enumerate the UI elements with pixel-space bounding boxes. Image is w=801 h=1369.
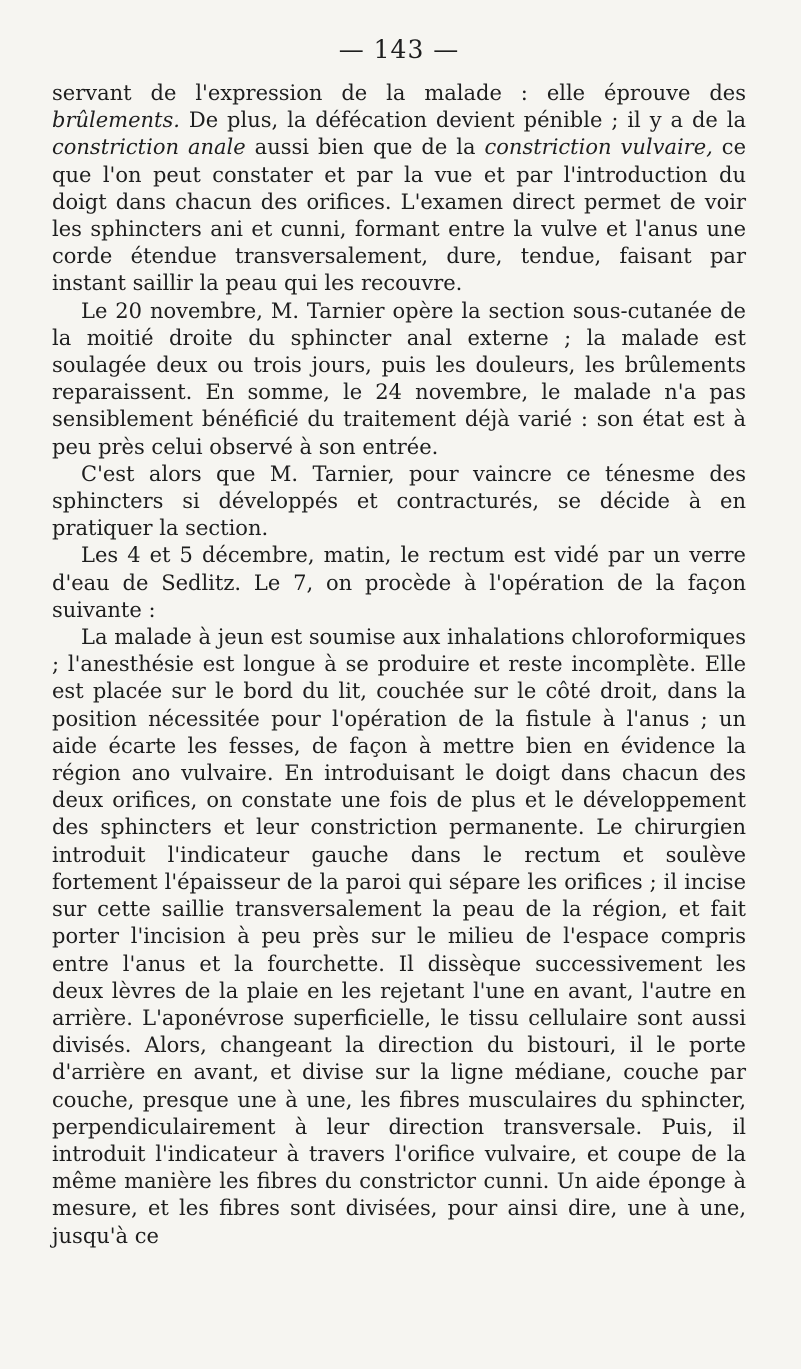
p1-text-b: De plus, la défécation devient pénible ; il y a de la xyxy=(179,108,746,133)
p1-text-d: ce que l'on peut constater et par la vue et par l'introduction du doigt dans chacun des orifices. L'examen direct permet de voir les sphincters ani et cunni, formant entre la vulve et l'anus une corde étendue transversalement, dure, tendue, faisant par instant saillir la peau qui les recouvre. xyxy=(52,135,746,296)
p1-italic-brulements: brûlements. xyxy=(52,108,180,133)
p5-text: La malade à jeun est soumise aux inhalations chloroformiques ; l'anesthésie est longue à se produire et reste incomplète. Elle est placée sur le bord du lit, couchée sur le côté droit, dans la position nécessitée pour l'opération de la fistule à l'anus ; un aide écarte les fesses, de façon à mettre bien en évidence la région ano vulvaire. En introduisant le doigt dans chacun des deux orifices, on constate une fois de plus et le développement des sphincters et leur constriction permanente. Le chirurgien introduit l'indicateur gauche dans le rectum et soulève fortement l'épaisseur de la paroi qui sépare les orifices ; il incise sur cette saillie transversalement la peau de la région, et fait porter l'incision à peu près sur le milieu de l'espace compris entre l'anus et la fourchette. Il dissèque successivement les deux lèvres de la plaie en les rejetant l'une en avant, l'autre en arrière. L'aponévrose superficielle, le tissu cellulaire sont aussi divisés. Alors, changeant la direction du bistouri, il le porte d'arrière en avant, et divise sur la ligne médiane, couche par couche, presque une à une, les fibres musculaires du sphincter, perpendiculairement à leur direction transversale. Puis, il introduit l'indicateur à travers l'orifice vulvaire, et coupe de la même manière les fibres du constrictor cunni. Un aide éponge à mesure, et les fibres sont divisées, pour ainsi dire, une à une, jusqu'à ce xyxy=(52,625,746,1248)
body-text xyxy=(52,80,746,1250)
paragraph-5 xyxy=(52,624,746,1250)
p1-italic-constriction-anale: constriction anale xyxy=(52,135,246,160)
p4-text: Les 4 et 5 décembre, matin, le rectum est vidé par un verre d'eau de Sedlitz. Le 7, on procède à l'opération de la façon suivante : xyxy=(52,543,746,622)
p1-italic-constriction-vulvaire: constriction vulvaire, xyxy=(484,135,713,160)
paragraph-2 xyxy=(52,298,746,461)
p3-text: C'est alors que M. Tarnier, pour vaincre ce ténesme des sphincters si développés et contracturés, se décide à en pratiquer la section. xyxy=(52,461,746,541)
p1-text-c: aussi bien que de la xyxy=(245,135,485,160)
paragraph-1 xyxy=(52,80,746,298)
p1-text-a: servant de l'expression de la malade : elle éprouve des xyxy=(52,81,746,105)
p2-text: Le 20 novembre, M. Tarnier opère la section sous-cutanée de la moitié droite du sphincter anal externe ; la malade est soulagée deux ou trois jours, puis les douleurs, les brûlements reparaissent. En somme, le 24 novembre, le malade n'a pas sensiblement bénéficié du traitement déjà varié : son état est à peu près celui observé à son entrée. xyxy=(52,298,746,459)
paragraph-4 xyxy=(52,542,746,624)
paragraph-3 xyxy=(52,461,746,543)
page-number: — 143 — xyxy=(338,35,460,64)
